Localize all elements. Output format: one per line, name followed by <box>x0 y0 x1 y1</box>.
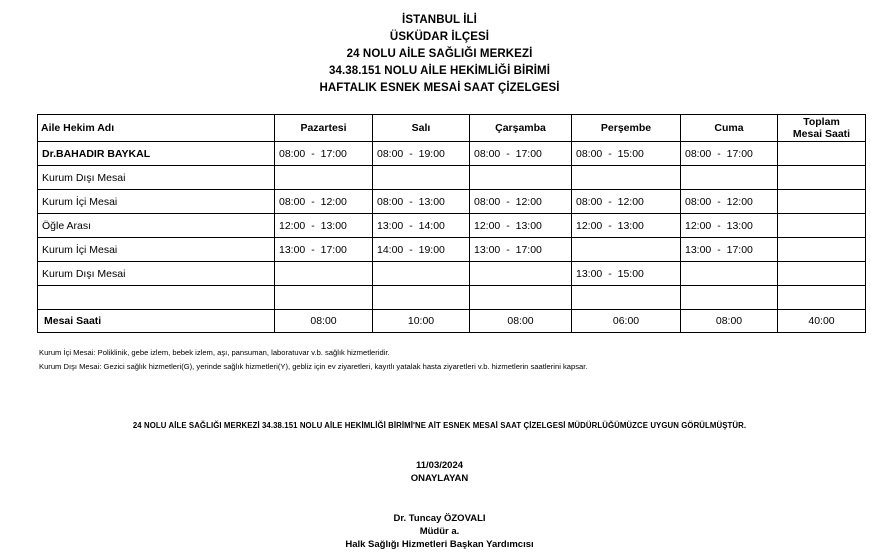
cell-wednesday: 13:00 - 17:00 <box>470 238 572 262</box>
cell-total <box>778 166 866 190</box>
row-label: Kurum İçi Mesai <box>38 238 275 262</box>
table-row <box>38 286 866 310</box>
cell-friday <box>681 262 778 286</box>
cell-monday <box>275 286 373 310</box>
totals-label: Mesai Saati <box>38 310 275 333</box>
cell-tuesday: 13:00 - 14:00 <box>373 214 470 238</box>
cell-monday: 13:00 - 17:00 <box>275 238 373 262</box>
cell-wednesday <box>470 166 572 190</box>
col-header-total-line1: Toplam <box>803 116 840 128</box>
row-label <box>38 286 275 310</box>
note-external: Kurum Dışı Mesai: Gezici sağlık hizmetleri(G), yerinde sağlık hizmetleri(Y), gebliz için ev ziyaretleri, kayıtlı yatalak hasta ziyaretleri v.b. hizmetlerin saatlerini kapsar. <box>39 362 588 371</box>
cell-thursday: 12:00 - 13:00 <box>572 214 681 238</box>
cell-thursday: 13:00 - 15:00 <box>572 262 681 286</box>
signatory-block <box>0 512 879 551</box>
col-header-friday: Cuma <box>681 115 778 142</box>
row-label: Öğle Arası <box>38 214 275 238</box>
cell-thursday: 08:00 - 12:00 <box>572 190 681 214</box>
total-thursday: 06:00 <box>572 310 681 333</box>
row-label: Dr.BAHADIR BAYKAL <box>38 142 275 166</box>
total-week: 40:00 <box>778 310 866 333</box>
cell-friday <box>681 166 778 190</box>
col-header-tuesday: Salı <box>373 115 470 142</box>
approval-statement: 24 NOLU AİLE SAĞLIĞI MERKEZİ 34.38.151 NOLU AİLE HEKİMLİĞİ BİRİMİ'NE AİT ESNEK MESAİ SAAT ÇİZELGESİ MÜDÜRLÜĞÜMÜZCE UYGUN GÖRÜLMÜŞTÜR. <box>132 421 747 430</box>
cell-tuesday: 08:00 - 13:00 <box>373 190 470 214</box>
header-province: İSTANBUL İLİ <box>402 14 477 26</box>
cell-friday: 08:00 - 17:00 <box>681 142 778 166</box>
cell-monday: 12:00 - 13:00 <box>275 214 373 238</box>
cell-friday: 12:00 - 13:00 <box>681 214 778 238</box>
note-internal: Kurum İçi Mesai: Poliklinik, gebe izlem, bebek izlem, aşı, pansuman, laboratuvar v.b. sağlık hizmetleridir. <box>39 348 390 357</box>
signatory-title: Müdür a. <box>419 526 460 537</box>
cell-total <box>778 238 866 262</box>
cell-thursday <box>572 286 681 310</box>
totals-row <box>38 310 866 333</box>
table-row <box>38 190 866 214</box>
approval-date: 11/03/2024 <box>415 460 464 471</box>
total-monday: 08:00 <box>275 310 373 333</box>
total-wednesday: 08:00 <box>470 310 572 333</box>
table-header-row <box>38 115 866 142</box>
cell-total <box>778 262 866 286</box>
col-header-wednesday: Çarşamba <box>470 115 572 142</box>
cell-monday: 08:00 - 17:00 <box>275 142 373 166</box>
col-header-thursday: Perşembe <box>572 115 681 142</box>
row-label: Kurum Dışı Mesai <box>38 262 275 286</box>
table-row <box>38 214 866 238</box>
cell-total <box>778 214 866 238</box>
cell-tuesday <box>373 166 470 190</box>
cell-monday <box>275 166 373 190</box>
signatory-name: Dr. Tuncay ÖZOVALI <box>393 513 486 524</box>
cell-tuesday: 14:00 - 19:00 <box>373 238 470 262</box>
cell-wednesday: 12:00 - 13:00 <box>470 214 572 238</box>
cell-friday: 13:00 - 17:00 <box>681 238 778 262</box>
approval-block <box>0 459 879 485</box>
total-friday: 08:00 <box>681 310 778 333</box>
approval-status: ONAYLAYAN <box>410 473 469 484</box>
table-row <box>38 262 866 286</box>
col-header-total-line2: Mesai Saati <box>792 128 851 140</box>
cell-thursday: 08:00 - 15:00 <box>572 142 681 166</box>
table-row <box>38 166 866 190</box>
table-row <box>38 238 866 262</box>
header-title: HAFTALIK ESNEK MESAİ SAAT ÇİZELGESİ <box>319 82 560 94</box>
col-header-name: Aile Hekim Adı <box>38 115 275 142</box>
cell-friday: 08:00 - 12:00 <box>681 190 778 214</box>
cell-wednesday: 08:00 - 17:00 <box>470 142 572 166</box>
signatory-position: Halk Sağlığı Hizmetleri Başkan Yardımcısı <box>345 539 534 550</box>
row-label: Kurum Dışı Mesai <box>38 166 275 190</box>
notes <box>39 346 587 374</box>
cell-monday: 08:00 - 12:00 <box>275 190 373 214</box>
schedule-table <box>37 114 866 333</box>
col-header-monday: Pazartesi <box>275 115 373 142</box>
table-row <box>38 142 866 166</box>
cell-total <box>778 190 866 214</box>
col-header-total <box>778 115 866 142</box>
header-district: ÜSKÜDAR İLÇESİ <box>389 31 490 43</box>
total-tuesday: 10:00 <box>373 310 470 333</box>
cell-thursday <box>572 166 681 190</box>
document-header <box>0 12 879 97</box>
cell-total <box>778 142 866 166</box>
cell-friday <box>681 286 778 310</box>
cell-wednesday: 08:00 - 12:00 <box>470 190 572 214</box>
cell-tuesday <box>373 286 470 310</box>
header-unit: 34.38.151 NOLU AİLE HEKİMLİĞİ BİRİMİ <box>328 65 551 77</box>
cell-monday <box>275 262 373 286</box>
row-label: Kurum İçi Mesai <box>38 190 275 214</box>
cell-wednesday <box>470 286 572 310</box>
header-health-center: 24 NOLU AİLE SAĞLIĞI MERKEZİ <box>346 48 533 60</box>
cell-thursday <box>572 238 681 262</box>
cell-wednesday <box>470 262 572 286</box>
cell-total <box>778 286 866 310</box>
cell-tuesday <box>373 262 470 286</box>
cell-tuesday: 08:00 - 19:00 <box>373 142 470 166</box>
